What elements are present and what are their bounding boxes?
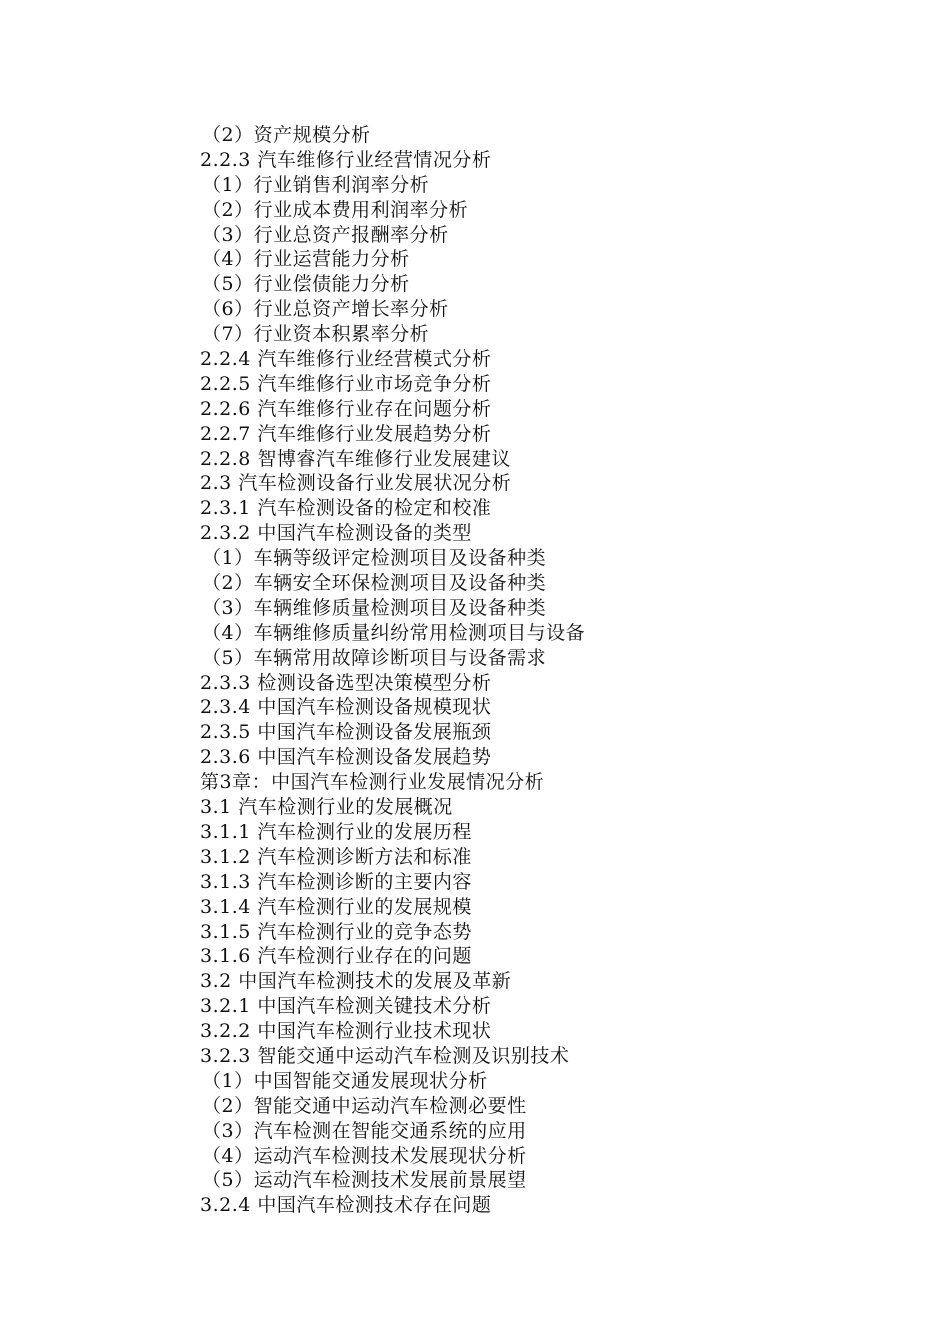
toc-section-heading: 2.3.3 检测设备选型决策模型分析 — [200, 671, 492, 694]
toc-subitem: （5）运动汽车检测技术发展前景展望 — [202, 1169, 527, 1192]
toc-section-heading: 3.2.1 中国汽车检测关键技术分析 — [200, 995, 492, 1018]
toc-subitem: （2）车辆安全环保检测项目及设备种类 — [202, 572, 547, 595]
table-of-contents — [200, 123, 900, 1218]
toc-section-heading: 3.2.2 中国汽车检测行业技术现状 — [200, 1020, 492, 1043]
toc-subitem: （5）车辆常用故障诊断项目与设备需求 — [202, 646, 547, 669]
toc-section-heading: 2.2.6 汽车维修行业存在问题分析 — [200, 397, 492, 420]
toc-section-heading: 3.2.3 智能交通中运动汽车检测及识别技术 — [200, 1044, 570, 1067]
toc-section-heading: 2.2.8 智博睿汽车维修行业发展建议 — [200, 447, 511, 470]
toc-subitem: （2）智能交通中运动汽车检测必要性 — [202, 1094, 527, 1117]
toc-section-heading: 2.3.5 中国汽车检测设备发展瓶颈 — [200, 721, 492, 744]
toc-subitem: （1）行业销售利润率分析 — [202, 173, 430, 196]
toc-section-heading: 2.3.1 汽车检测设备的检定和校准 — [200, 497, 492, 520]
toc-section-heading: 2.2.4 汽车维修行业经营模式分析 — [200, 348, 492, 371]
toc-section-heading: 3.2 中国汽车检测技术的发展及革新 — [200, 970, 512, 993]
toc-section-heading: 2.2.3 汽车维修行业经营情况分析 — [200, 148, 492, 171]
toc-section-heading: 2.3 汽车检测设备行业发展状况分析 — [200, 472, 512, 495]
toc-subitem: （4）行业运营能力分析 — [202, 248, 410, 271]
toc-subitem: （2）资产规模分析 — [202, 124, 371, 146]
toc-section-heading: 3.2.4 中国汽车检测技术存在问题 — [200, 1194, 492, 1217]
toc-chapter-heading: 第3章：中国汽车检测行业发展情况分析 — [200, 771, 545, 794]
toc-section-heading: 2.3.6 中国汽车检测设备发展趋势 — [200, 746, 492, 769]
toc-section-heading: 3.1.4 汽车检测行业的发展规模 — [200, 895, 472, 918]
toc-section-heading: 2.3.2 中国汽车检测设备的类型 — [200, 522, 472, 545]
toc-section-heading: 2.3.4 中国汽车检测设备规模现状 — [200, 696, 492, 719]
toc-section-heading: 3.1.6 汽车检测行业存在的问题 — [200, 945, 472, 968]
toc-subitem: （3）行业总资产报酬率分析 — [202, 223, 449, 246]
toc-subitem: （4）车辆维修质量纠纷常用检测项目与设备 — [202, 621, 586, 644]
toc-subitem: （4）运动汽车检测技术发展现状分析 — [202, 1144, 527, 1167]
toc-section-heading: 3.1.2 汽车检测诊断方法和标准 — [200, 845, 472, 868]
toc-subitem: （1）中国智能交通发展现状分析 — [202, 1069, 488, 1092]
toc-section-heading: 3.1.3 汽车检测诊断的主要内容 — [200, 870, 472, 893]
toc-subitem: （5）行业偿债能力分析 — [202, 273, 410, 296]
toc-section-heading: 2.2.5 汽车维修行业市场竞争分析 — [200, 372, 492, 395]
toc-subitem: （6）行业总资产增长率分析 — [202, 298, 449, 321]
toc-section-heading: 3.1.5 汽车检测行业的竞争态势 — [200, 920, 472, 943]
toc-subitem: （3）车辆维修质量检测项目及设备种类 — [202, 596, 547, 619]
toc-subitem: （7）行业资本积累率分析 — [202, 323, 430, 346]
toc-subitem: （3）汽车检测在智能交通系统的应用 — [202, 1119, 527, 1142]
toc-section-heading: 3.1 汽车检测行业的发展概况 — [200, 796, 453, 819]
toc-subitem: （1）车辆等级评定检测项目及设备种类 — [202, 547, 547, 570]
toc-section-heading: 2.2.7 汽车维修行业发展趋势分析 — [200, 422, 492, 445]
toc-subitem: （2）行业成本费用利润率分析 — [202, 198, 469, 221]
toc-section-heading: 3.1.1 汽车检测行业的发展历程 — [200, 820, 472, 843]
